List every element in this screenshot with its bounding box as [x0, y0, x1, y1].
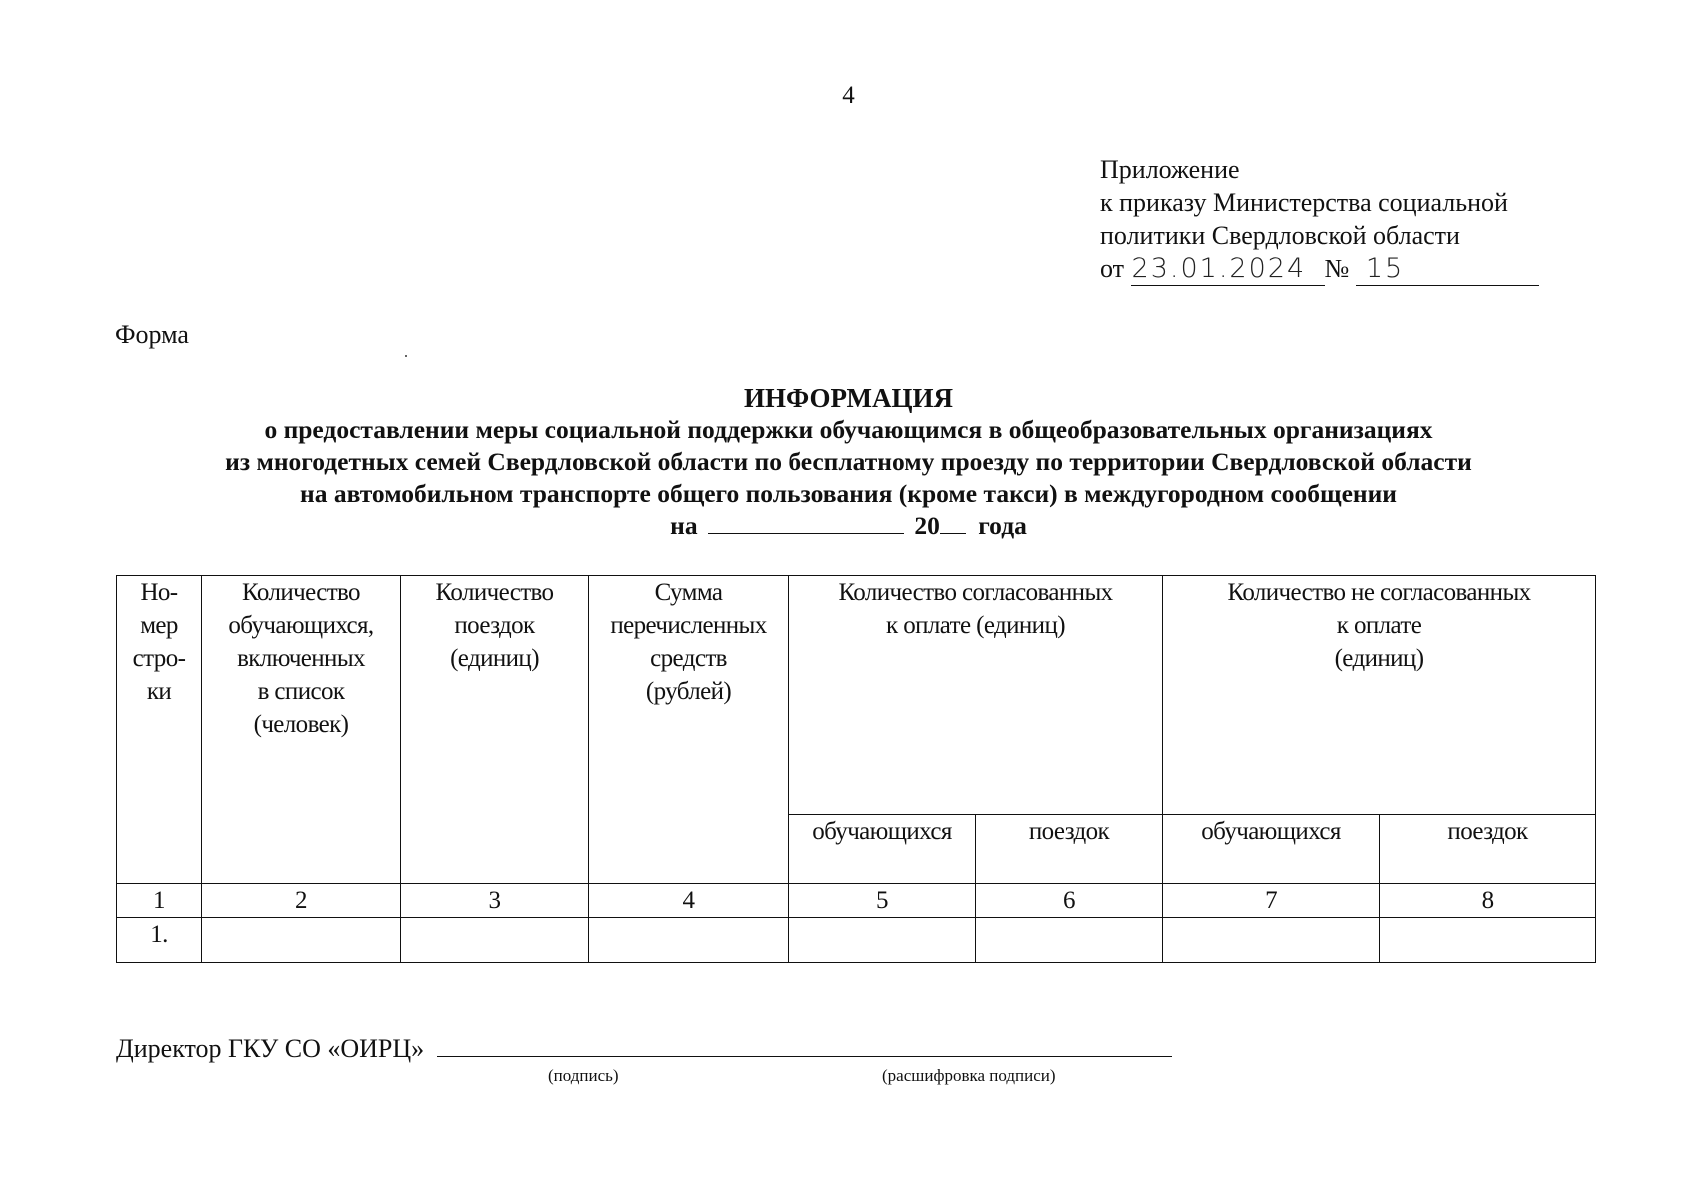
header-not-approved: Количество не согласованных к оплате (единиц) [1163, 576, 1596, 815]
table-cell: 1. [117, 918, 202, 963]
subheader-not-approved-trips: поездок [1380, 815, 1596, 884]
column-number-6: 6 [976, 884, 1163, 918]
column-number-5: 5 [789, 884, 976, 918]
table-cell [202, 918, 401, 963]
signature-line [116, 1034, 1172, 1064]
signature-blank-field [437, 1034, 1172, 1057]
page-number: 4 [842, 82, 855, 109]
column-number-3: 3 [401, 884, 589, 918]
scan-speck [405, 355, 407, 357]
subheader-approved-trips: поездок [976, 815, 1163, 884]
column-number-7: 7 [1163, 884, 1380, 918]
form-label: Форма [115, 320, 189, 349]
signature-label: Директор ГКУ СО «ОИРЦ» [116, 1034, 425, 1063]
period-year-prefix: 20 [914, 511, 940, 540]
approval-block [1100, 153, 1539, 286]
approval-from-prefix: от [1100, 254, 1125, 283]
period-suffix: года [978, 511, 1027, 540]
header-row-number: Но- мер стро- ки [117, 576, 202, 884]
header-funds-sum: Сумма перечисленных средств (рублей) [589, 576, 789, 884]
title-line-2: из многодетных семей Свердловской области по бесплатному проезду по территории Свердловской области [225, 447, 1472, 476]
period-prefix: на [670, 511, 698, 540]
approval-line-3: политики Свердловской области [1100, 221, 1460, 250]
header-trips-count: Количество поездок (единиц) [401, 576, 589, 884]
report-table [116, 575, 1596, 963]
approval-number-prefix: № [1324, 254, 1350, 283]
table-cell [401, 918, 589, 963]
title-line-1: о предоставлении меры социальной поддержки обучающимся в общеобразовательных организациях [264, 415, 1433, 444]
approval-date-line [1100, 252, 1539, 286]
title-line-3: на автомобильном транспорте общего пользования (кроме такси) в междугородном сообщении [300, 479, 1397, 508]
column-number-2: 2 [202, 884, 401, 918]
header-approved: Количество согласованных к оплате (единиц) [789, 576, 1163, 815]
table-header-row [117, 576, 1596, 815]
header-students-count: Количество обучающихся, включенных в список (человек) [202, 576, 401, 884]
document-title [0, 382, 1697, 542]
subheader-not-approved-students: обучающихся [1163, 815, 1380, 884]
signature-caption: (подпись) [548, 1066, 619, 1085]
period-year-blank [940, 511, 966, 534]
column-number-8: 8 [1380, 884, 1596, 918]
approval-line-1: Приложение [1100, 155, 1240, 184]
title-main: ИНФОРМАЦИЯ [744, 383, 953, 413]
title-period-line [0, 510, 1697, 542]
period-blank-field [708, 511, 904, 534]
approval-date-handwritten: 23.01.2024 [1131, 252, 1325, 286]
subheader-approved-students: обучающихся [789, 815, 976, 884]
approval-number-handwritten: 15 [1356, 252, 1539, 286]
table-cell [1380, 918, 1596, 963]
signature-decode-caption: (расшифровка подписи) [882, 1066, 1056, 1085]
table-cell [789, 918, 976, 963]
table-cell [976, 918, 1163, 963]
table-row [117, 918, 1596, 963]
table-column-numbers-row [117, 884, 1596, 918]
column-number-4: 4 [589, 884, 789, 918]
table-cell [1163, 918, 1380, 963]
approval-line-2: к приказу Министерства социальной [1100, 188, 1508, 217]
table-cell [589, 918, 789, 963]
column-number-1: 1 [117, 884, 202, 918]
